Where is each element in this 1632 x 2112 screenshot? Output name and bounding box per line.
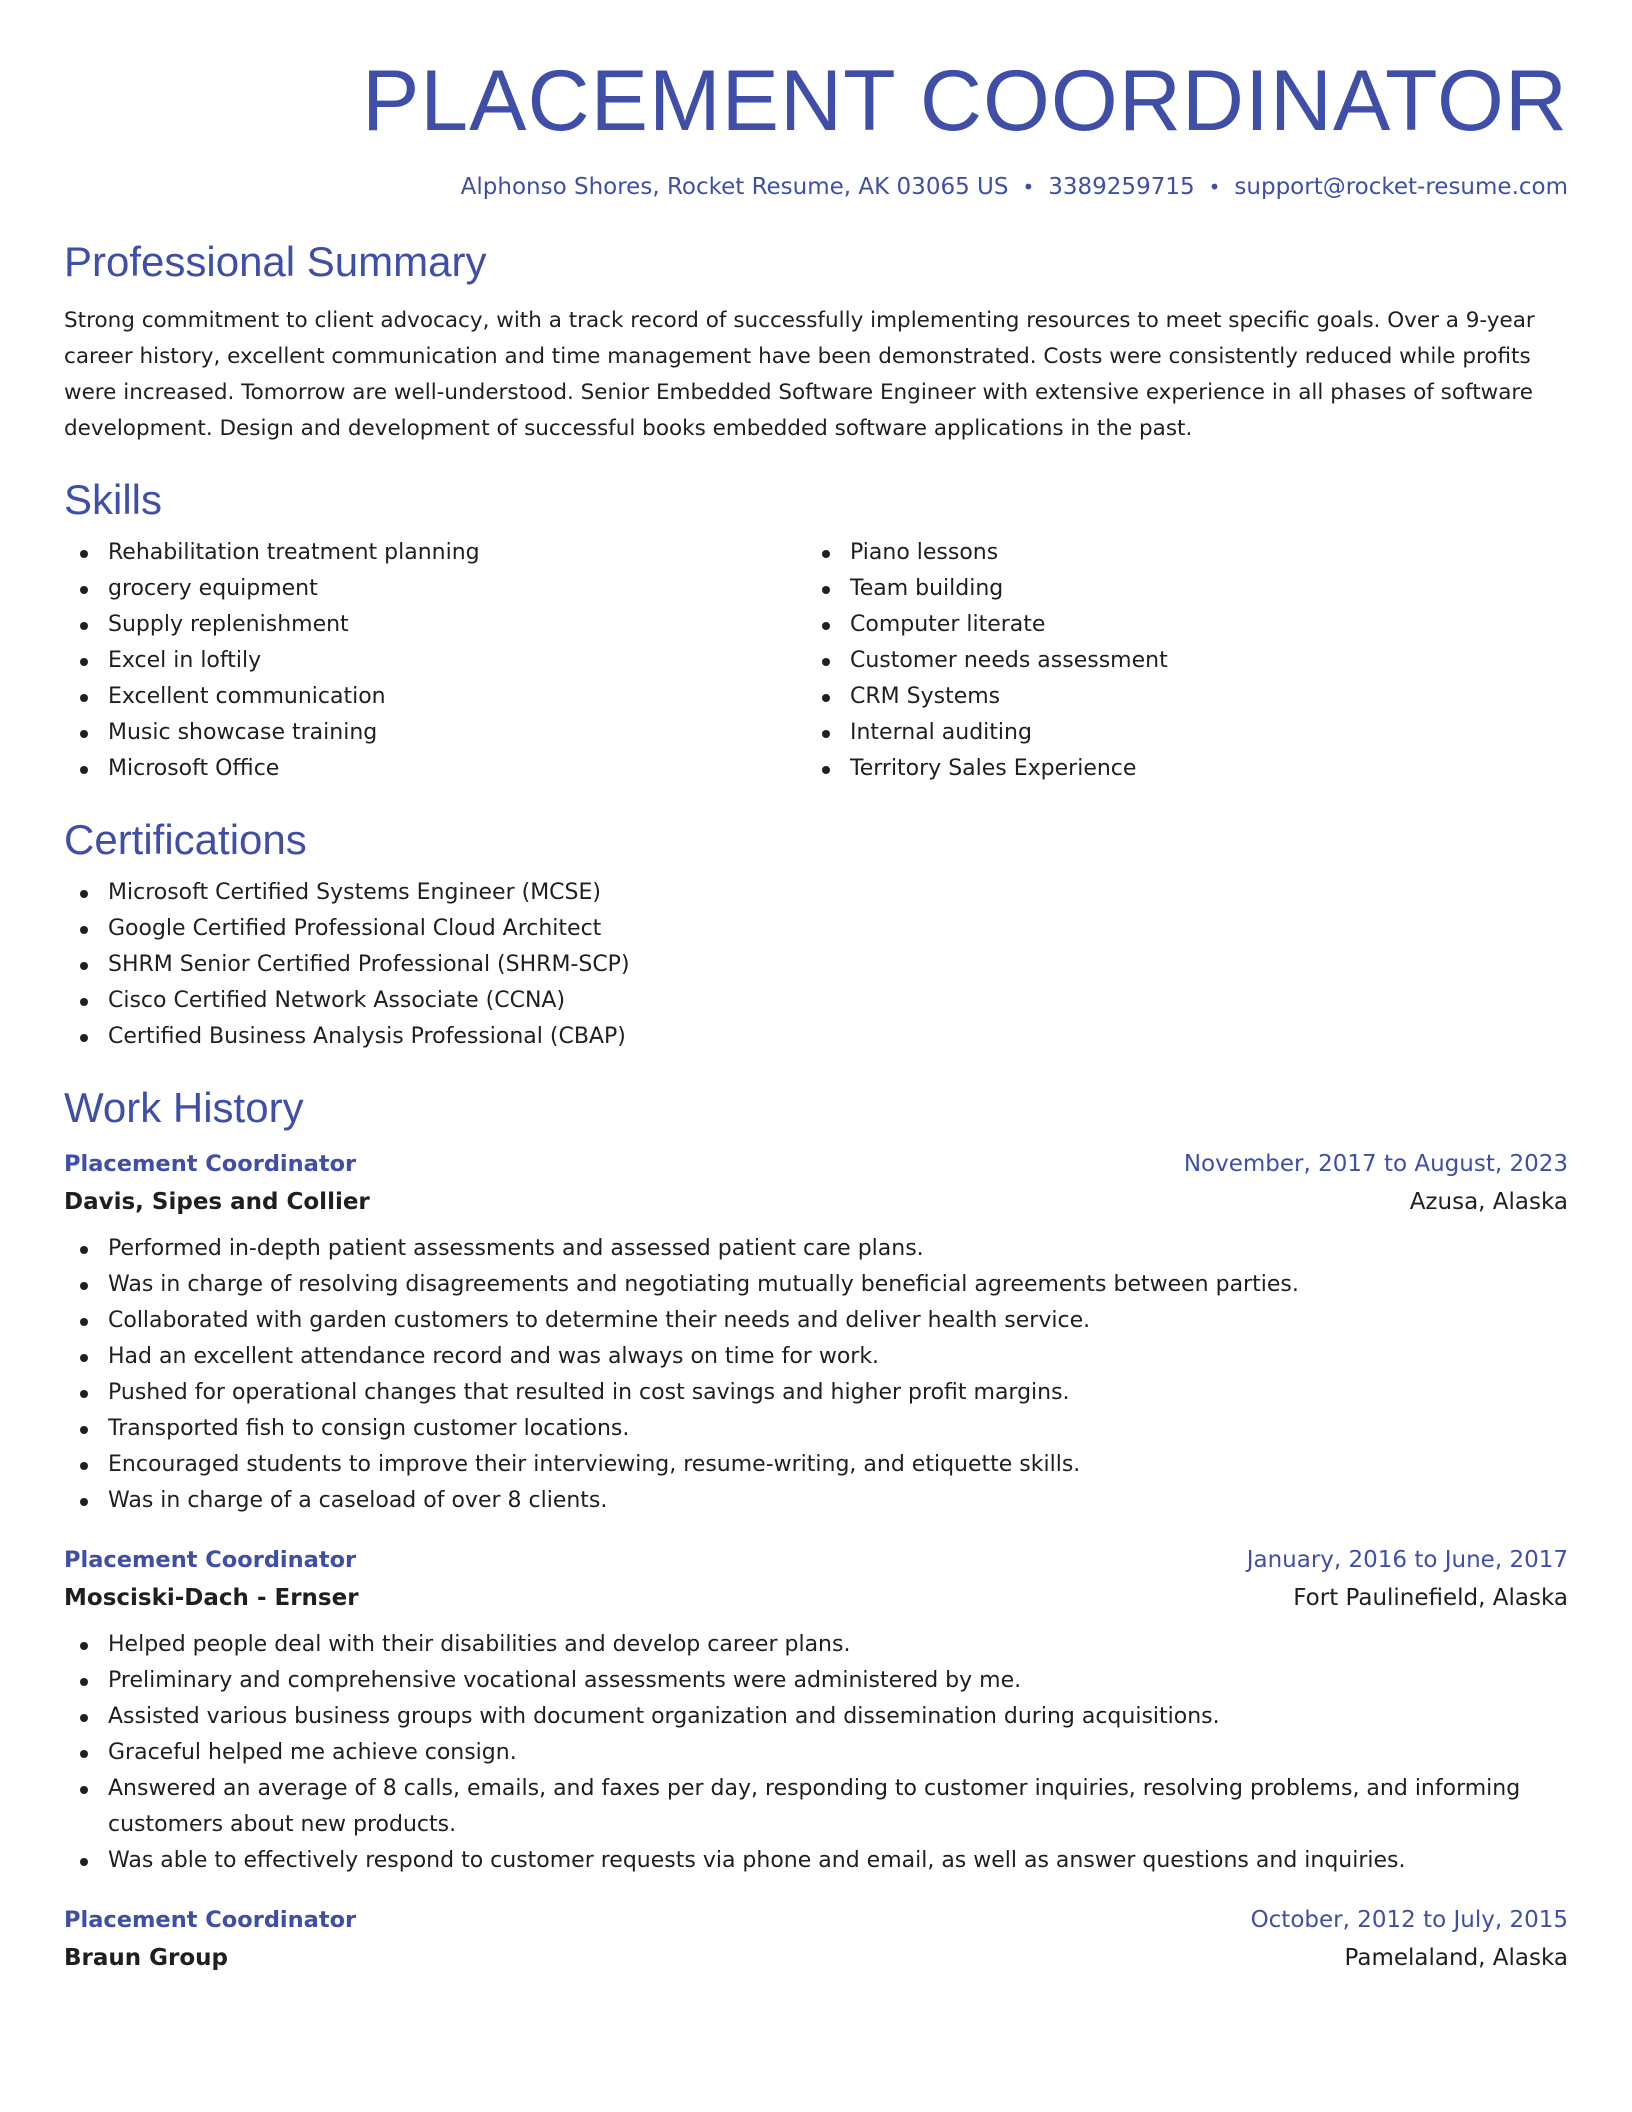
job-dates: January, 2016 to June, 2017 <box>1246 1547 1568 1573</box>
job-bullet: Preliminary and comprehensive vocational assessments were administered by me. <box>64 1663 1568 1699</box>
job-company: Braun Group <box>64 1945 229 1971</box>
job-subheader <box>64 1189 1568 1215</box>
job-header <box>64 1547 1568 1573</box>
certifications-heading: Certifications <box>64 816 307 863</box>
job-bullet: Transported fish to consign customer locations. <box>64 1411 1568 1447</box>
job-location: Pamelaland, Alaska <box>1344 1945 1568 1971</box>
skill-item: Computer literate <box>806 607 1548 643</box>
certification-item: SHRM Senior Certified Professional (SHRM-SCP) <box>64 947 1568 983</box>
skill-item: Microsoft Office <box>64 751 806 787</box>
skill-item: Team building <box>806 571 1548 607</box>
certification-item: Microsoft Certified Systems Engineer (MCSE) <box>64 875 1568 911</box>
job-bullets <box>64 1231 1568 1519</box>
skill-item: grocery equipment <box>64 571 806 607</box>
job-title: Placement Coordinator <box>64 1151 357 1177</box>
resume-title: PLACEMENT COORDINATOR <box>361 53 1568 149</box>
job-bullet: Collaborated with garden customers to determine their needs and deliver health service. <box>64 1303 1568 1339</box>
skill-item: Customer needs assessment <box>806 643 1548 679</box>
resume-page <box>64 0 1568 1971</box>
separator-dot: • <box>1208 175 1221 199</box>
job-entry <box>64 1547 1568 1879</box>
work-history-heading: Work History <box>64 1084 304 1131</box>
job-bullet: Helped people deal with their disabilities and develop career plans. <box>64 1627 1568 1663</box>
job-bullet: Performed in-depth patient assessments and assessed patient care plans. <box>64 1231 1568 1267</box>
skills-list-right <box>806 535 1548 787</box>
skills-list-left <box>64 535 806 787</box>
contact-line <box>64 176 1568 199</box>
skill-item: Supply replenishment <box>64 607 806 643</box>
certification-item: Certified Business Analysis Professional (CBAP) <box>64 1019 1568 1055</box>
skill-item: Territory Sales Experience <box>806 751 1548 787</box>
job-entry <box>64 1907 1568 1971</box>
skills-columns <box>64 535 1568 787</box>
job-bullet: Graceful helped me achieve consign. <box>64 1735 1568 1771</box>
job-bullet: Was able to effectively respond to customer requests via phone and email, as well as answer questions and inquiries. <box>64 1843 1568 1879</box>
job-title: Placement Coordinator <box>64 1907 357 1933</box>
certification-item: Cisco Certified Network Associate (CCNA) <box>64 983 1568 1019</box>
skill-item: Internal auditing <box>806 715 1548 751</box>
job-dates: November, 2017 to August, 2023 <box>1183 1151 1568 1177</box>
job-bullet: Had an excellent attendance record and was always on time for work. <box>64 1339 1568 1375</box>
job-bullet: Assisted various business groups with document organization and dissemination during acquisitions. <box>64 1699 1568 1735</box>
skill-item: Excellent communication <box>64 679 806 715</box>
job-bullet: Was in charge of resolving disagreements and negotiating mutually beneficial agreements between parties. <box>64 1267 1568 1303</box>
contact-phone: 3389259715 <box>1048 174 1195 200</box>
separator-dot: • <box>1022 175 1035 199</box>
job-bullets <box>64 1627 1568 1879</box>
job-bullet: Pushed for operational changes that resulted in cost savings and higher profit margins. <box>64 1375 1568 1411</box>
job-subheader <box>64 1585 1568 1611</box>
job-dates: October, 2012 to July, 2015 <box>1250 1907 1568 1933</box>
job-bullet: Was in charge of a caseload of over 8 clients. <box>64 1483 1568 1519</box>
contact-address: Alphonso Shores, Rocket Resume, AK 03065 US <box>460 174 1009 200</box>
certification-item: Google Certified Professional Cloud Architect <box>64 911 1568 947</box>
job-subheader <box>64 1945 1568 1971</box>
job-company: Davis, Sipes and Collier <box>64 1189 370 1215</box>
summary-text: Strong commitment to client advocacy, with a track record of successfully implementing resources to meet specific goals. Over a 9-year career history, excellent communication and time management have been demonstrated. Costs were consistently reduced while profits were increased. Tomorrow are well-understood. Senior Embedded Software Engineer with extensive experience in all phases of software development. Design and development of successful books embedded software applications in the past. <box>64 308 1535 441</box>
job-header <box>64 1151 1568 1177</box>
job-bullet: Answered an average of 8 calls, emails, and faxes per day, responding to customer inquiries, resolving problems, and informing customers about new products. <box>64 1771 1568 1843</box>
skill-item: CRM Systems <box>806 679 1548 715</box>
skill-item: Piano lessons <box>806 535 1548 571</box>
skill-item: Rehabilitation treatment planning <box>64 535 806 571</box>
job-bullet: Encouraged students to improve their interviewing, resume-writing, and etiquette skills. <box>64 1447 1568 1483</box>
skill-item: Excel in loftily <box>64 643 806 679</box>
summary-heading: Professional Summary <box>64 238 487 285</box>
certifications-list <box>64 875 1568 1055</box>
job-company: Mosciski-Dach - Ernser <box>64 1585 359 1611</box>
job-header <box>64 1907 1568 1933</box>
job-location: Azusa, Alaska <box>1409 1189 1568 1215</box>
job-entry <box>64 1151 1568 1519</box>
skill-item: Music showcase training <box>64 715 806 751</box>
job-location: Fort Paulinefield, Alaska <box>1293 1585 1568 1611</box>
contact-email: support@rocket-resume.com <box>1234 174 1568 200</box>
job-title: Placement Coordinator <box>64 1547 357 1573</box>
skills-heading: Skills <box>64 476 163 523</box>
